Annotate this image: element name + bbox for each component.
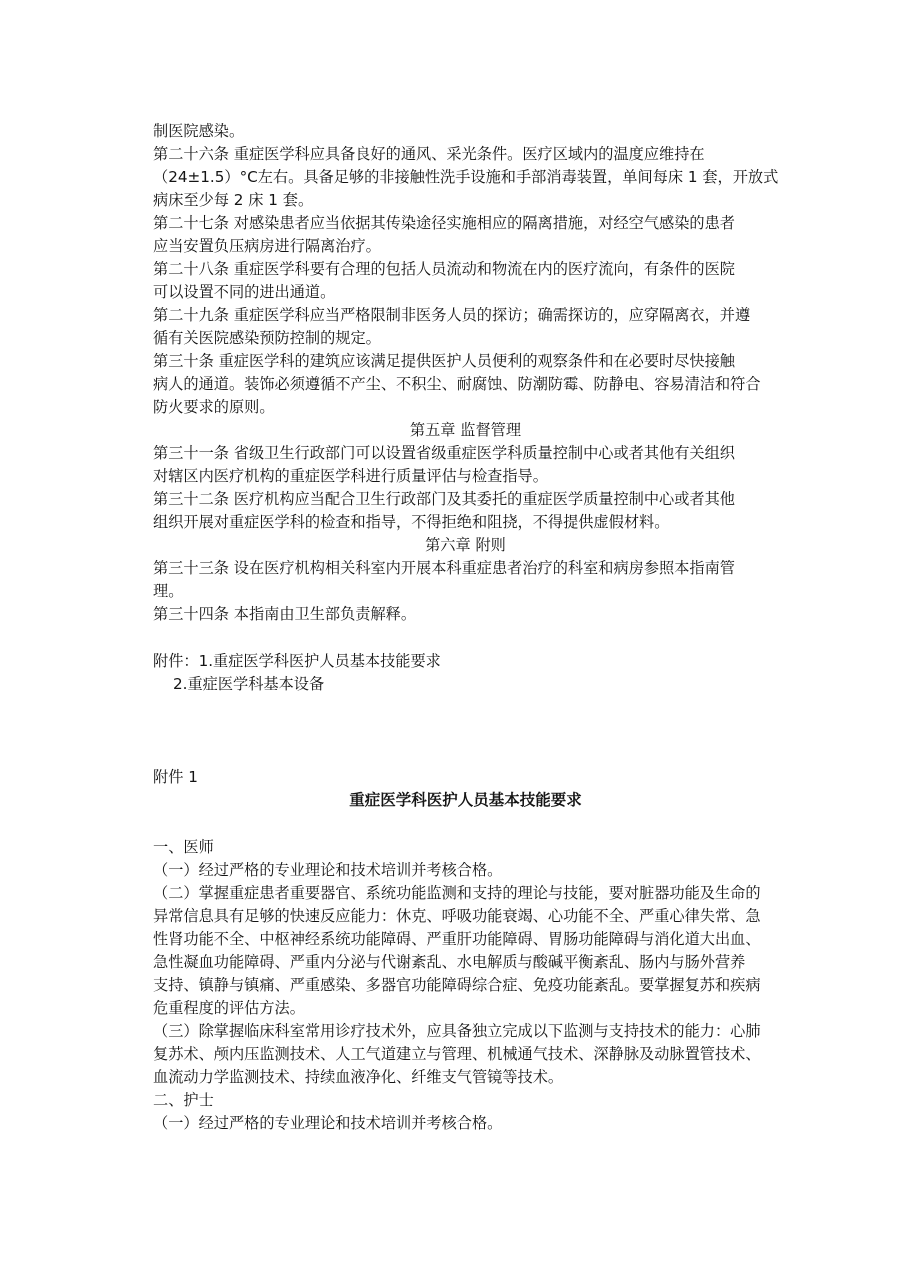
- article-26-line: 病床至少每 2 床 1 套。: [153, 191, 314, 209]
- chapter-6-heading: 第六章 附则: [425, 536, 506, 554]
- doctor-item-2-line: （二）掌握重症患者重要器官、系统功能监测和支持的理论与技能，要对脏器功能及生命的: [153, 884, 761, 902]
- doctor-item-2-line: 急性凝血功能障碍、严重内分泌与代谢紊乱、水电解质与酸碱平衡紊乱、肠内与肠外营养: [153, 953, 746, 971]
- article-34: 第三十四条 本指南由卫生部负责解释。: [153, 605, 417, 623]
- spacer: [153, 626, 778, 650]
- article-28: [153, 258, 778, 304]
- article-31: [153, 442, 778, 488]
- article-33-line: 理。: [153, 582, 184, 600]
- nurse-heading: 二、护士: [153, 1091, 214, 1109]
- article-33-line: 第三十三条 设在医疗机构相关科室内开展本科重症患者治疗的科室和病房参照本指南管: [153, 559, 735, 577]
- article-27-line: 第二十七条 对感染患者应当依据其传染途径实施相应的隔离措施，对经空气感染的患者: [153, 214, 735, 232]
- article-31-line: 第三十一条 省级卫生行政部门可以设置省级重症医学科质量控制中心或者其他有关组织: [153, 444, 735, 462]
- doctor-item-3-line: 血流动力学监测技术、持续血液净化、纤维支气管镜等技术。: [153, 1068, 564, 1086]
- doctor-item-2: [153, 882, 778, 1020]
- article-30-line: 防火要求的原则。: [153, 398, 275, 416]
- nurse-item-1: （一）经过严格的专业理论和技术培训并考核合格。: [153, 1114, 503, 1132]
- article-28-line: 第二十八条 重症医学科要有合理的包括人员流动和物流在内的医疗流向，有条件的医院: [153, 260, 735, 278]
- article-26: [153, 143, 778, 212]
- article-29-line: 第二十九条 重症医学科应当严格限制非医务人员的探访；确需探访的，应穿隔离衣，并遵: [153, 306, 751, 324]
- article-29: [153, 304, 778, 350]
- doctor-item-2-line: 危重程度的评估方法。: [153, 999, 305, 1017]
- doctor-item-3: [153, 1020, 778, 1089]
- article-33: [153, 557, 778, 603]
- doctor-heading: 一、医师: [153, 838, 214, 856]
- article-27-line: 应当安置负压病房进行隔离治疗。: [153, 237, 381, 255]
- doctor-item-1: （一）经过严格的专业理论和技术培训并考核合格。: [153, 861, 503, 879]
- spacer: [153, 812, 778, 836]
- article-32: [153, 488, 778, 534]
- article-29-line: 循有关医院感染预防控制的规定。: [153, 329, 381, 347]
- article-30-line: 病人的通道。装饰必须遵循不产尘、不积尘、耐腐蚀、防潮防霉、防静电、容易清洁和符合: [153, 375, 761, 393]
- article-25-tail: 制医院感染。: [153, 122, 245, 140]
- doctor-item-3-line: （三）除掌握临床科室常用诊疗技术外，应具备独立完成以下监测与支持技术的能力：心肺: [153, 1022, 761, 1040]
- article-32-line: 第三十二条 医疗机构应当配合卫生行政部门及其委托的重症医学质量控制中心或者其他: [153, 490, 735, 508]
- doctor-item-2-line: 异常信息具有足够的快速反应能力：休克、呼吸功能衰竭、心功能不全、严重心律失常、急: [153, 907, 761, 925]
- article-30-line: 第三十条 重症医学科的建筑应该满足提供医护人员便利的观察条件和在必要时尽快接触: [153, 352, 735, 370]
- chapter-5-heading: 第五章 监督管理: [409, 421, 522, 439]
- article-26-line: 第二十六条 重症医学科应具备良好的通风、采光条件。医疗区域内的温度应维持在: [153, 145, 705, 163]
- article-31-line: 对辖区内医疗机构的重症医学科进行质量评估与检查指导。: [153, 467, 548, 485]
- attachments-line-2: 2.重症医学科基本设备: [173, 675, 325, 693]
- article-26-line: （24±1.5）°C左右。具备足够的非接触性洗手设施和手部消毒装置，单间每床 1 套，开放式: [153, 168, 779, 186]
- spacer: [153, 696, 778, 766]
- article-27: [153, 212, 778, 258]
- article-28-line: 可以设置不同的进出通道。: [153, 283, 336, 301]
- doctor-item-2-line: 支持、镇静与镇痛、严重感染、多器官功能障碍综合症、免疫功能紊乱。要掌握复苏和疾病: [153, 976, 761, 994]
- doctor-item-3-line: 复苏术、颅内压监测技术、人工气道建立与管理、机械通气技术、深静脉及动脉置管技术、: [153, 1045, 761, 1063]
- doctor-item-2-line: 性肾功能不全、中枢神经系统功能障碍、严重肝功能障碍、胃肠功能障碍与消化道大出血、: [153, 930, 761, 948]
- appendix-title: 重症医学科医护人员基本技能要求: [349, 791, 582, 809]
- appendix-label: 附件 1: [153, 768, 198, 786]
- article-30: [153, 350, 778, 419]
- document-page: [153, 120, 778, 1135]
- article-32-line: 组织开展对重症医学科的检查和指导，不得拒绝和阻挠，不得提供虚假材料。: [153, 513, 670, 531]
- attachments-line-1: 附件：1.重症医学科医护人员基本技能要求: [153, 652, 441, 670]
